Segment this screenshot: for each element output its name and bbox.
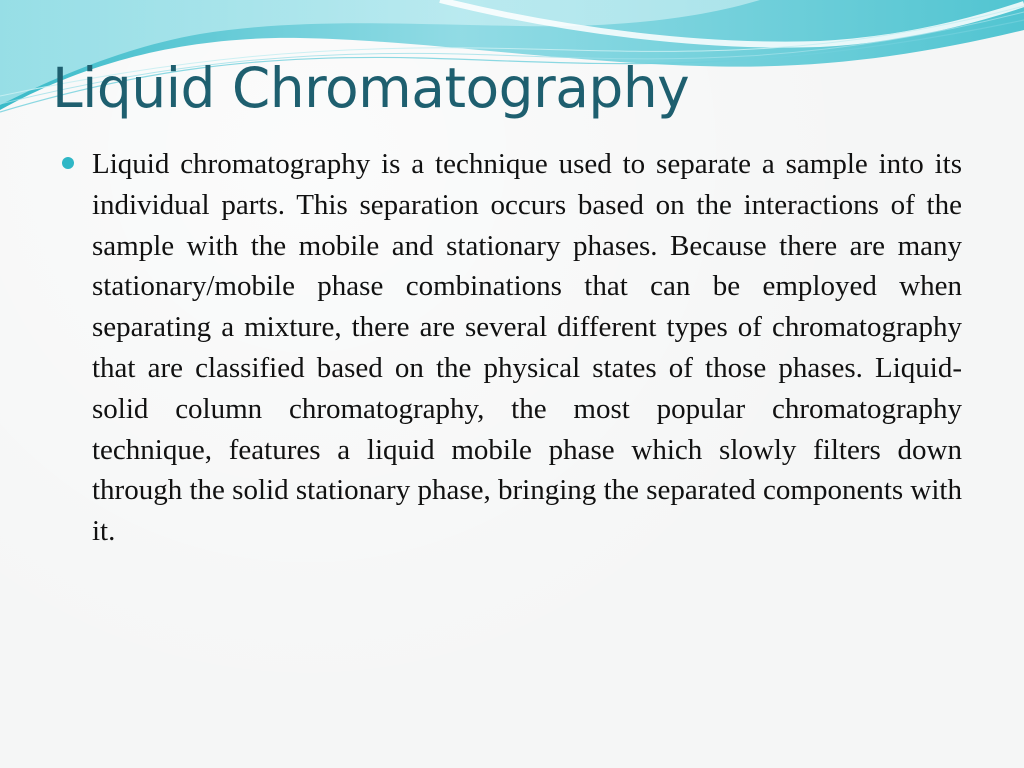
bullet-list	[62, 144, 962, 552]
bullet-dot-icon	[62, 157, 74, 169]
slide-title: Liquid Chromatography	[52, 56, 690, 120]
bullet-text: Liquid chromatography is a technique used to separate a sample into its individual parts. This separation occurs based on the interactions of the sample with the mobile and stationary phases. Because there are many stationary/mobile phase combinations that can be employed when separating a mixture, there are several different types of chromatography that are classified based on the physical states of those phases. Liquid-solid column chromatography, the most popular chromatography technique, features a liquid mobile phase which slowly filters down through the solid stationary phase, bringing the separated components with it.	[92, 148, 962, 548]
list-item	[62, 144, 962, 552]
